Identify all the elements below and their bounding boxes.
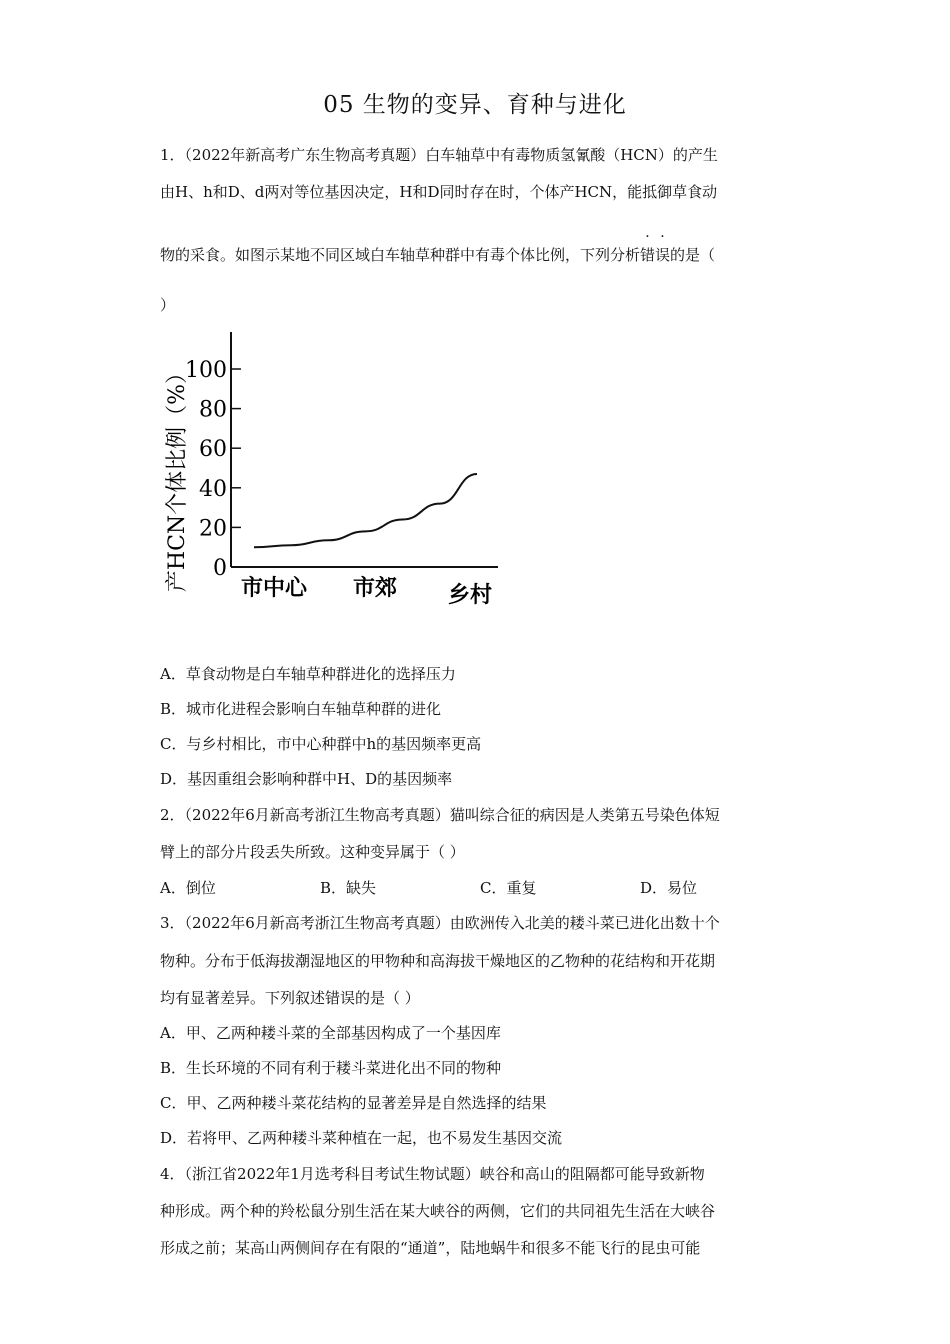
question-3-option-d: D．若将甲、乙两种耧斗菜种植在一起，也不易发生基因交流 xyxy=(160,1129,563,1147)
emphasis-dot: · xyxy=(660,229,665,245)
question-2-options xyxy=(160,877,800,898)
y-tick-label: 60 xyxy=(199,437,227,463)
question-3-stem-line-2: 物种。分布于低海拔潮湿地区的甲物种和高海拔干燥地区的乙物种的花结构和开花期 xyxy=(160,952,716,970)
question-3-option-a: A．甲、乙两种耧斗菜的全部基因构成了一个基因库 xyxy=(160,1024,501,1042)
emphasized-text: 错 xyxy=(640,246,656,264)
question-1-option-d: D．基因重组会影响种群中H、D的基因频率 xyxy=(160,770,453,788)
question-1-option-b: B．城市化进程会影响白车轴草种群的进化 xyxy=(160,700,442,718)
question-3-option-b: B．生长环境的不同有利于耧斗菜进化出不同的物种 xyxy=(160,1059,502,1077)
y-tick-label: 40 xyxy=(199,476,227,502)
question-2-stem-line-2: 臂上的部分片段丢失所致。这种变异属于（ ） xyxy=(160,843,465,861)
question-1-option-c: C．与乡村相比，市中心种群中h的基因频率更高 xyxy=(160,735,482,753)
emphasized-char xyxy=(640,229,656,264)
stem-text: 的是（ xyxy=(670,246,716,264)
question-2-option-a: A．倒位 xyxy=(160,879,216,897)
question-1-stem-line-4: ） xyxy=(160,296,176,314)
x-category-label: 市郊 xyxy=(352,575,398,601)
question-2-stem-line-1: 2．（2022年6月新高考浙江生物高考真题）猫叫综合征的病因是人类第五号染色体短 xyxy=(160,806,720,824)
question-3-stem-line-3: 均有显著差异。下列叙述错误的是（ ） xyxy=(160,989,420,1007)
question-1-option-a: A．草食动物是白车轴草种群进化的选择压力 xyxy=(160,665,456,683)
x-category-label: 乡村 xyxy=(447,582,493,608)
question-2-option-c: C．重复 xyxy=(480,879,537,897)
question-4-stem-line-1: 4．（浙江省2022年1月选考科目考试生物试题）峡谷和高山的阻隔都可能导致新物 xyxy=(160,1165,705,1183)
stem-text: 物的采食。如图示某地不同区域白车轴草种群中有毒个体比例，下列分析 xyxy=(160,246,641,264)
hcn-proportion-chart xyxy=(150,322,530,622)
question-4-stem-line-2: 种形成。两个种的羚松鼠分别生活在某大峡谷的两侧，它们的共同祖先生活在大峡谷 xyxy=(160,1202,716,1220)
question-1-stem-line-1: 1．（2022年新高考广东生物高考真题）白车轴草中有毒物质氢氰酸（HCN）的产生 xyxy=(160,146,718,164)
x-category-label: 市中心 xyxy=(240,575,308,601)
emphasized-text: 误 xyxy=(655,246,671,264)
y-axis-label: 产HCN个体比例（%） xyxy=(165,361,190,593)
y-tick-label: 100 xyxy=(185,358,227,383)
question-1-stem-line-2: 由H、h和D、d两对等位基因决定，H和D同时存在时，个体产HCN，能抵御草食动 xyxy=(160,183,718,201)
series-line xyxy=(254,474,477,547)
question-3-stem-line-1: 3．（2022年6月新高考浙江生物高考真题）由欧洲传入北美的耧斗菜已进化出数十个 xyxy=(160,914,720,932)
question-2-option-d: D．易位 xyxy=(640,879,698,897)
y-tick-label: 0 xyxy=(213,556,227,581)
question-3-option-c: C．甲、乙两种耧斗菜花结构的显著差异是自然选择的结果 xyxy=(160,1094,547,1112)
emphasized-char xyxy=(655,229,671,264)
question-1-stem-line-3 xyxy=(160,229,716,265)
y-tick-label: 20 xyxy=(199,516,227,542)
question-2-option-b: B．缺失 xyxy=(320,879,377,897)
question-4-stem-line-3: 形成之前；某高山两侧间存在有限的“通道”，陆地蜗牛和很多不能飞行的昆虫可能 xyxy=(160,1239,701,1257)
page-title: 05 生物的变异、育种与进化 xyxy=(323,92,627,118)
y-tick-label: 80 xyxy=(199,397,227,423)
emphasis-dot: · xyxy=(645,229,650,245)
